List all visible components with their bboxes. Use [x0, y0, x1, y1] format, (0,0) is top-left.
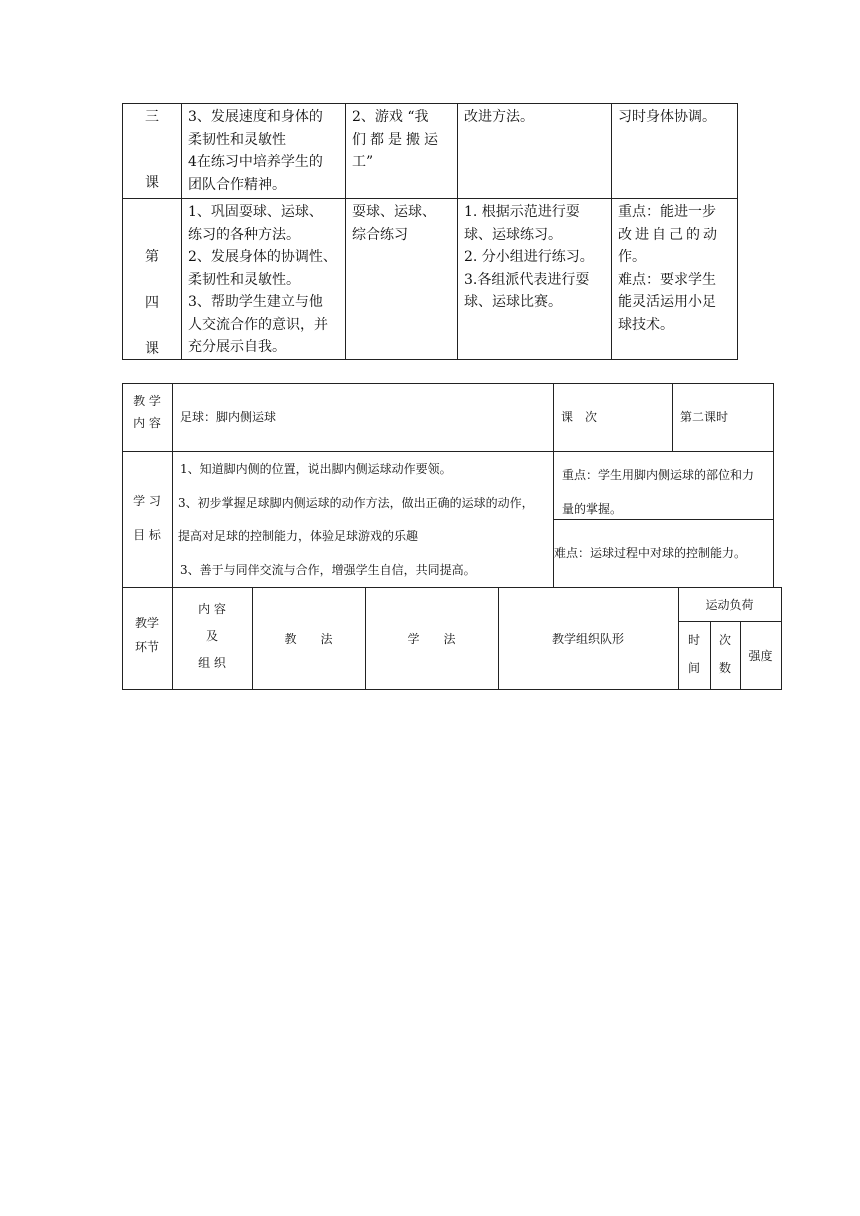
difficulty-point: 难点：运球过程中对球的控制能力。: [554, 546, 747, 560]
teaching-content-value: 足球：脚内侧运球: [180, 410, 277, 424]
content-line: 2、游戏 “我: [352, 109, 429, 125]
header-line: 时: [687, 633, 700, 647]
method-line: 球、运球练习。: [464, 226, 562, 243]
lesson-4-content: [352, 201, 452, 246]
method-line: 1. 根据示范进行耍: [464, 204, 580, 220]
lesson-4-label-2: 四: [145, 295, 159, 311]
lesson-4-label-3: 课: [145, 341, 159, 357]
content-organization-header: [172, 596, 252, 677]
header-line: 教学: [134, 616, 159, 630]
header-line: 间: [687, 661, 700, 675]
goal-line: 3、帮助学生建立与他: [188, 294, 323, 310]
objectives-label-2: 目 标: [133, 528, 161, 542]
teaching-content-label: [122, 390, 172, 434]
goal-line: 充分展示自我。: [188, 339, 286, 355]
lesson-3-content: [352, 106, 452, 174]
objective-4: 3、善于与同伴交流与合作，增强学生自信，共同提高。: [180, 563, 476, 577]
points-line: 改进自己的动: [618, 226, 720, 243]
count-header: [710, 626, 740, 682]
points-line: 球技术。: [618, 316, 674, 333]
header-line: 环节: [134, 640, 159, 654]
lesson-4-label-1: 第: [145, 249, 159, 265]
objective-1: 1、知道脚内侧的位置，说出脚内侧运球动作要领。: [180, 462, 452, 476]
goal-line: 3、发展速度和身体的: [188, 109, 323, 125]
lesson-4-method: [464, 201, 609, 314]
header-line: 及: [205, 629, 218, 643]
goal-line: 2、发展身体的协调性、: [188, 249, 337, 265]
header-line: 次: [718, 633, 731, 647]
key-point-line: 重点：学生用脚内侧运球的部位和力: [562, 468, 755, 482]
intensity-header: 强度: [748, 649, 773, 663]
content-line: 耍球、运球、: [352, 204, 436, 220]
lesson-3-points: 习时身体协调。: [618, 109, 716, 125]
method-line: 球、运球比赛。: [464, 294, 562, 310]
formation-header: 教学组织队形: [551, 632, 624, 646]
exercise-load-header: 运动负荷: [705, 598, 754, 612]
lesson-4-points: [618, 201, 736, 336]
method-line: 2. 分小组进行练习。: [464, 249, 594, 265]
label-line: 内 容: [133, 416, 161, 430]
content-line: 工”: [352, 154, 374, 170]
lesson-3-method: 改进方法。: [464, 109, 534, 125]
objectives-label-1: 学 习: [133, 494, 161, 508]
header-line: 组 织: [198, 656, 226, 670]
content-line: 们都是搬运: [352, 131, 442, 148]
method-line: 3.各组派代表进行耍: [464, 271, 590, 288]
goal-line: 1、巩固耍球、运球、: [188, 204, 323, 220]
label-line: 教 学: [133, 394, 161, 408]
objective-2: 3、初步掌握足球脚内侧运球的动作方法，做出正确的运球的动作，: [178, 496, 534, 510]
points-line: 能灵活运用小足: [618, 294, 716, 310]
time-header: [678, 626, 710, 682]
goal-line: 柔韧性和灵敏性: [188, 131, 286, 148]
teaching-stage-header: [122, 611, 172, 659]
lesson-number-value: 第二课时: [680, 410, 729, 424]
learning-method-header: 学 法: [407, 632, 456, 646]
goal-line: 团队合作精神。: [188, 176, 286, 193]
key-point-line: 量的掌握。: [562, 502, 623, 516]
lesson-3-goals: [188, 106, 344, 196]
objective-3: 提高对足球的控制能力，体验足球游戏的乐趣: [178, 529, 419, 543]
points-line: 作。: [618, 249, 646, 265]
goal-line: 人交流合作的意识，并: [188, 316, 328, 333]
header-line: 内 容: [198, 602, 226, 616]
lesson-4-goals: [188, 201, 344, 359]
goal-line: 4在练习中培养学生的: [188, 154, 323, 170]
goal-line: 练习的各种方法。: [188, 226, 300, 243]
points-line: 重点：能进一步: [618, 204, 716, 220]
lesson-number-label: 课 次: [561, 410, 598, 424]
goal-line: 柔韧性和灵敏性。: [188, 271, 300, 288]
header-line: 数: [718, 661, 731, 675]
key-point: [562, 458, 772, 526]
lesson-3-label-top: 三: [145, 109, 159, 125]
points-line: 难点：要求学生: [618, 271, 716, 288]
content-line: 综合练习: [352, 226, 408, 243]
lesson-3-label-bottom: 课: [145, 175, 159, 191]
teaching-method-header: 教 法: [284, 632, 333, 646]
